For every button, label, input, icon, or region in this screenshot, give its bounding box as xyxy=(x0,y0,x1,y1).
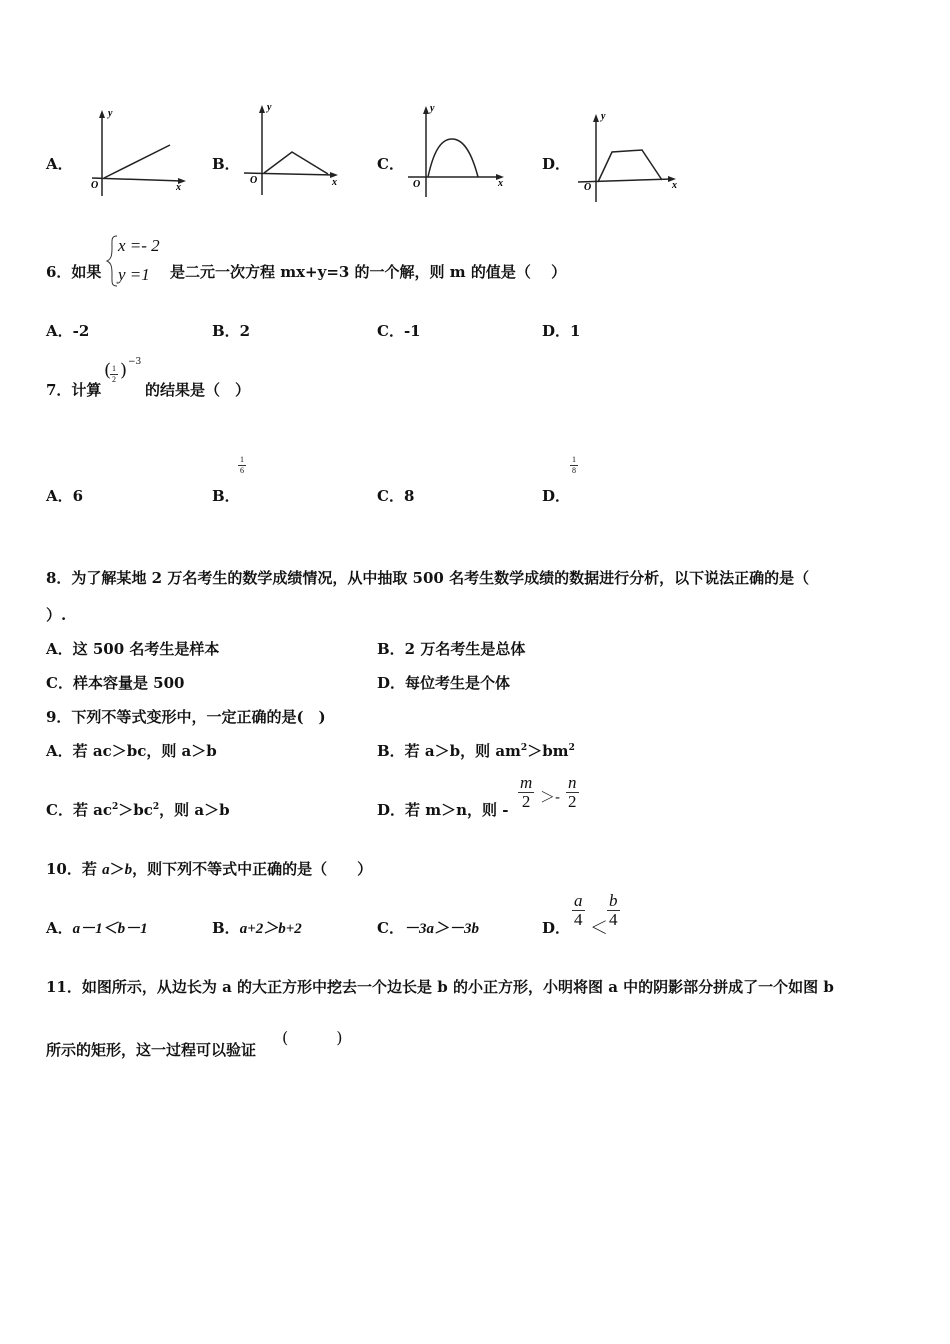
q7-option-b: B． xyxy=(212,487,240,505)
q7-option-d-fraction: $\frac{1}{8}$ xyxy=(572,455,576,475)
q10-option-a: A．a－1＜b－1 xyxy=(46,919,148,937)
q7-paren-left: ( xyxy=(104,360,112,381)
q8-stem-line2: ）. xyxy=(46,606,67,624)
q7-option-b-fraction: $\frac{1}{6}$ xyxy=(240,455,244,475)
q5-option-d-label: D． xyxy=(542,155,571,173)
q10-option-d-fraction-b: $\frac{b}{4}$ xyxy=(609,891,618,929)
q9-option-b: B．若 a＞b，则 $am^2>bm^2$ xyxy=(377,742,575,760)
q6-stem-suffix: 是二元一次方程 mx+y=3 的一个解，则 m 的值是（ ） xyxy=(170,263,567,281)
q6-option-c: C．-1 xyxy=(377,322,421,340)
q8-option-b: B．2 万名考生是总体 xyxy=(377,640,526,658)
q6-prefix: 6．如果 xyxy=(46,263,102,281)
q10-option-d-fraction-a: $\frac{a}{4}$ xyxy=(574,891,583,929)
q11-stem-line1: 11．如图所示，从边长为 a 的大正方形中挖去一个边长是 b 的小正方形，小明将图 a 中的阴影部分拼成了一个如图 b xyxy=(46,978,834,996)
q6-option-a: A．-2 xyxy=(46,322,90,340)
q11-stem-line2: 所示的矩形，这一过程可以验证 xyxy=(46,1041,257,1059)
q6-system-line2: y =1 xyxy=(118,265,150,284)
q7-option-a: A．6 xyxy=(46,487,84,505)
q9-option-c: C．若 $ac^2>bc^2$，则 a＞b xyxy=(46,801,230,819)
q9-option-d-compare: ＞- xyxy=(540,788,561,806)
q11-answer-paren: ( ) xyxy=(282,1028,343,1047)
q5-graph-d-origin: O xyxy=(584,182,592,193)
q5-graph-a-x-label: x xyxy=(176,182,181,193)
q10-option-d-label: D． xyxy=(542,919,571,937)
q10-option-b: B．a+2＞b+2 xyxy=(212,919,302,937)
q5-graph-b-x-label: x xyxy=(332,177,337,188)
q7-exponent: −3 xyxy=(128,357,142,367)
q7-option-c: C．8 xyxy=(377,487,415,505)
q8-option-d: D．每位考生是个体 xyxy=(377,674,511,692)
q5-graph-c xyxy=(408,104,508,199)
q5-option-c-label: C． xyxy=(377,155,404,173)
q5-graph-b xyxy=(244,103,344,198)
q9-option-a: A．若 ac＞bc，则 a＞b xyxy=(46,742,217,760)
q5-graph-d xyxy=(576,112,686,207)
q9-option-d-label: D．若 m＞n，则 - xyxy=(377,801,509,819)
q7-prefix: 7．计算 xyxy=(46,381,102,399)
q7-paren-right: ) xyxy=(120,360,128,381)
q5-graph-a-y-label: y xyxy=(108,108,113,119)
q10-option-d-compare: ＜ xyxy=(590,918,608,939)
q8-option-a: A．这 500 名考生是样本 xyxy=(46,640,220,658)
q8-stem-line1: 8．为了解某地 2 万名考生的数学成绩情况，从中抽取 500 名考生数学成绩的数据进行分析，以下说法正确的是（ xyxy=(46,569,810,587)
q7-base-fraction: $\frac{1}{2}$ xyxy=(112,364,116,384)
q5-graph-b-origin: O xyxy=(250,175,258,186)
q10-stem: 10．若 a＞b，则下列不等式中正确的是（ ） xyxy=(46,860,373,878)
q6-option-b: B．2 xyxy=(212,322,251,340)
q5-option-b-label: B． xyxy=(212,155,240,173)
q7-option-d: D． xyxy=(542,487,571,505)
q6-option-d: D．1 xyxy=(542,322,581,340)
q5-graph-b-y-label: y xyxy=(267,102,272,113)
q5-graph-c-y-label: y xyxy=(430,103,435,114)
q5-option-a-label: A． xyxy=(46,155,73,173)
q8-option-c: C．样本容量是 500 xyxy=(46,674,185,692)
q9-option-d-fraction-n: $\frac{n}{2}$ xyxy=(568,773,577,811)
q5-graph-c-x-label: x xyxy=(498,178,503,189)
q7-stem-suffix: 的结果是（ ） xyxy=(145,381,251,399)
q5-graph-d-y-label: y xyxy=(601,111,606,122)
q9-stem: 9．下列不等式变形中，一定正确的是( ) xyxy=(46,708,326,726)
q5-graph-a xyxy=(88,108,188,198)
q5-graph-d-x-label: x xyxy=(672,180,677,191)
q6-system-line1: x =- 2 xyxy=(118,236,160,255)
q5-graph-c-origin: O xyxy=(413,179,421,190)
q9-option-d-fraction-m: $\frac{m}{2}$ xyxy=(520,773,533,811)
q5-graph-a-origin: O xyxy=(91,180,99,191)
q10-option-c: C．－3a＞－3b xyxy=(377,919,479,937)
